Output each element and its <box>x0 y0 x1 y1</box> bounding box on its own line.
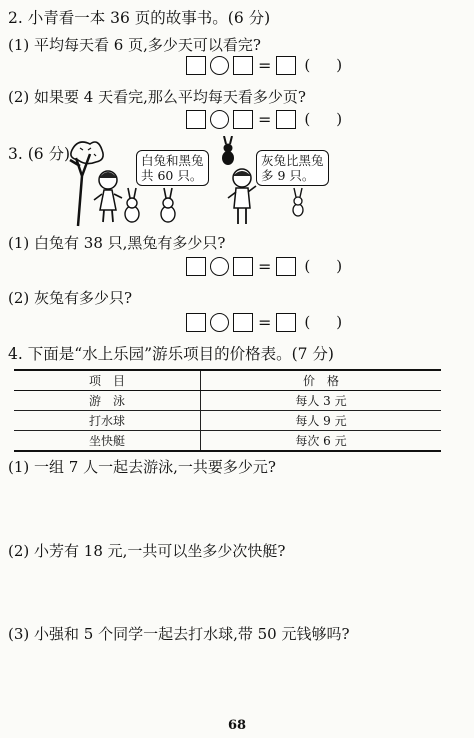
unit-blank[interactable]: ( ) <box>304 257 343 275</box>
answer-box[interactable] <box>233 56 253 75</box>
q4-part2: (2) 小芳有 18 元,一共可以坐多少次快艇? <box>8 542 286 560</box>
table-row <box>14 431 441 452</box>
operator-circle[interactable] <box>210 110 229 129</box>
answer-box[interactable] <box>276 110 296 129</box>
column-header-item: 项 目 <box>14 370 201 391</box>
page-number: 68 <box>228 718 247 733</box>
answer-box[interactable] <box>233 110 253 129</box>
operator-circle[interactable] <box>210 313 229 332</box>
operator-circle[interactable] <box>210 56 229 75</box>
q2-part2-equation <box>186 110 342 129</box>
table-row <box>14 411 441 431</box>
table-cell: 每人 3 元 <box>201 391 442 411</box>
table-cell: 游 泳 <box>14 391 201 411</box>
column-header-price: 价 格 <box>201 370 442 391</box>
answer-box[interactable] <box>186 110 206 129</box>
q3-part2-equation <box>186 313 342 332</box>
table-cell: 打水球 <box>14 411 201 431</box>
answer-box[interactable] <box>186 257 206 276</box>
equals-sign: = <box>258 110 272 129</box>
unit-blank[interactable]: ( ) <box>304 110 343 128</box>
answer-box[interactable] <box>186 56 206 75</box>
answer-area-q4-part2[interactable] <box>20 566 440 626</box>
answer-box[interactable] <box>276 56 296 75</box>
answer-box[interactable] <box>276 257 296 276</box>
q4-title: 4. 下面是“水上乐园”游乐项目的价格表。(7 分) <box>8 345 334 363</box>
answer-box[interactable] <box>233 313 253 332</box>
q3-part2: (2) 灰兔有多少只? <box>8 289 133 307</box>
table-header-row <box>14 370 441 391</box>
answer-box[interactable] <box>276 313 296 332</box>
answer-area-q4-part1[interactable] <box>20 482 440 542</box>
answer-box[interactable] <box>186 313 206 332</box>
equals-sign: = <box>258 56 272 75</box>
q2-part1: (1) 平均每天看 6 页,多少天可以看完? <box>8 36 261 54</box>
equals-sign: = <box>258 257 272 276</box>
q2-title: 2. 小青看一本 36 页的故事书。(6 分) <box>8 9 271 27</box>
unit-blank[interactable]: ( ) <box>304 56 343 74</box>
answer-area-q4-part3[interactable] <box>20 650 440 710</box>
answer-box[interactable] <box>233 257 253 276</box>
q3-part1-equation <box>186 257 342 276</box>
table-cell: 坐快艇 <box>14 431 201 452</box>
operator-circle[interactable] <box>210 257 229 276</box>
equals-sign: = <box>258 313 272 332</box>
q3-part1: (1) 白兔有 38 只,黑兔有多少只? <box>8 234 226 252</box>
speech-bubble-grey-rabbits: 灰兔比黑兔 多 9 只。 <box>256 150 329 186</box>
table-cell: 每次 6 元 <box>201 431 442 452</box>
q4-part3: (3) 小强和 5 个同学一起去打水球,带 50 元钱够吗? <box>8 625 350 643</box>
q4-part1: (1) 一组 7 人一起去游泳,一共要多少元? <box>8 458 276 476</box>
unit-blank[interactable]: ( ) <box>304 313 343 331</box>
price-table <box>14 369 441 452</box>
q2-part2: (2) 如果要 4 天看完,那么平均每天看多少页? <box>8 88 306 106</box>
q3-title: 3. (6 分) <box>8 145 71 163</box>
table-row <box>14 391 441 411</box>
q2-part1-equation <box>186 56 342 75</box>
speech-bubble-white-black-rabbits: 白兔和黑兔 共 60 只。 <box>136 150 209 186</box>
table-cell: 每人 9 元 <box>201 411 442 431</box>
